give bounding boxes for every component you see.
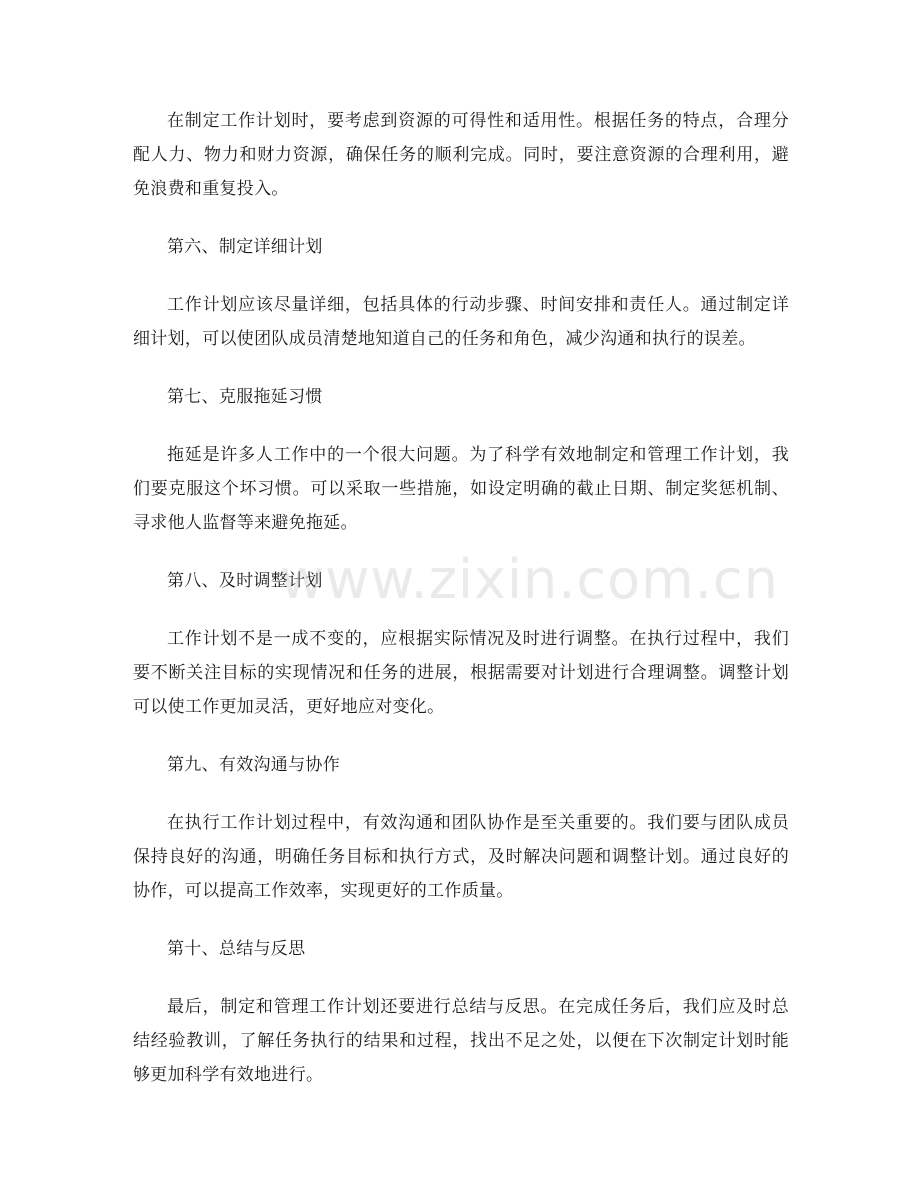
heading-section-6: 第六、制定详细计划 — [167, 237, 323, 257]
paragraph-section-8: 工作计划不是一成不变的，应根据实际情况及时进行调整。在执行过程中，我们要不断关注目标的实现情况和任务的进展，根据需要对计划进行合理调整。调整计划可以使工作更加灵活，更好地应对变化。 — [133, 629, 789, 717]
paragraph-section-10: 最后，制定和管理工作计划还要进行总结与反思。在完成任务后，我们应及时总结经验教训，了解任务执行的结果和过程，找出不足之处，以便在下次制定计划时能够更加科学有效地进行。 — [133, 997, 789, 1085]
paragraph-resources: 在制定工作计划时，要考虑到资源的可得性和适用性。根据任务的特点，合理分配人力、物力和财力资源，确保任务的顺利完成。同时，要注意资源的合理利用，避免浪费和重复投入。 — [133, 111, 789, 199]
heading-section-8: 第八、及时调整计划 — [167, 571, 323, 591]
heading-section-7: 第七、克服拖延习惯 — [167, 387, 323, 407]
paragraph-section-6: 工作计划应该尽量详细，包括具体的行动步骤、时间安排和责任人。通过制定详细计划，可以使团队成员清楚地知道自己的任务和角色，减少沟通和执行的误差。 — [133, 295, 789, 349]
heading-section-10: 第十、总结与反思 — [167, 939, 306, 959]
paragraph-section-9: 在执行工作计划过程中，有效沟通和团队协作是至关重要的。我们要与团队成员保持良好的沟通，明确任务目标和执行方式，及时解决问题和调整计划。通过良好的协作，可以提高工作效率，实现更好的工作质量。 — [133, 813, 789, 901]
paragraph-section-7: 拖延是许多人工作中的一个很大问题。为了科学有效地制定和管理工作计划，我们要克服这个坏习惯。可以采取一些措施，如设定明确的截止日期、制定奖惩机制、寻求他人监督等来避免拖延。 — [133, 445, 789, 533]
heading-section-9: 第九、有效沟通与协作 — [167, 755, 340, 775]
document-body — [133, 104, 789, 1092]
watermark-text: www.zixin.com.cn — [280, 548, 779, 611]
